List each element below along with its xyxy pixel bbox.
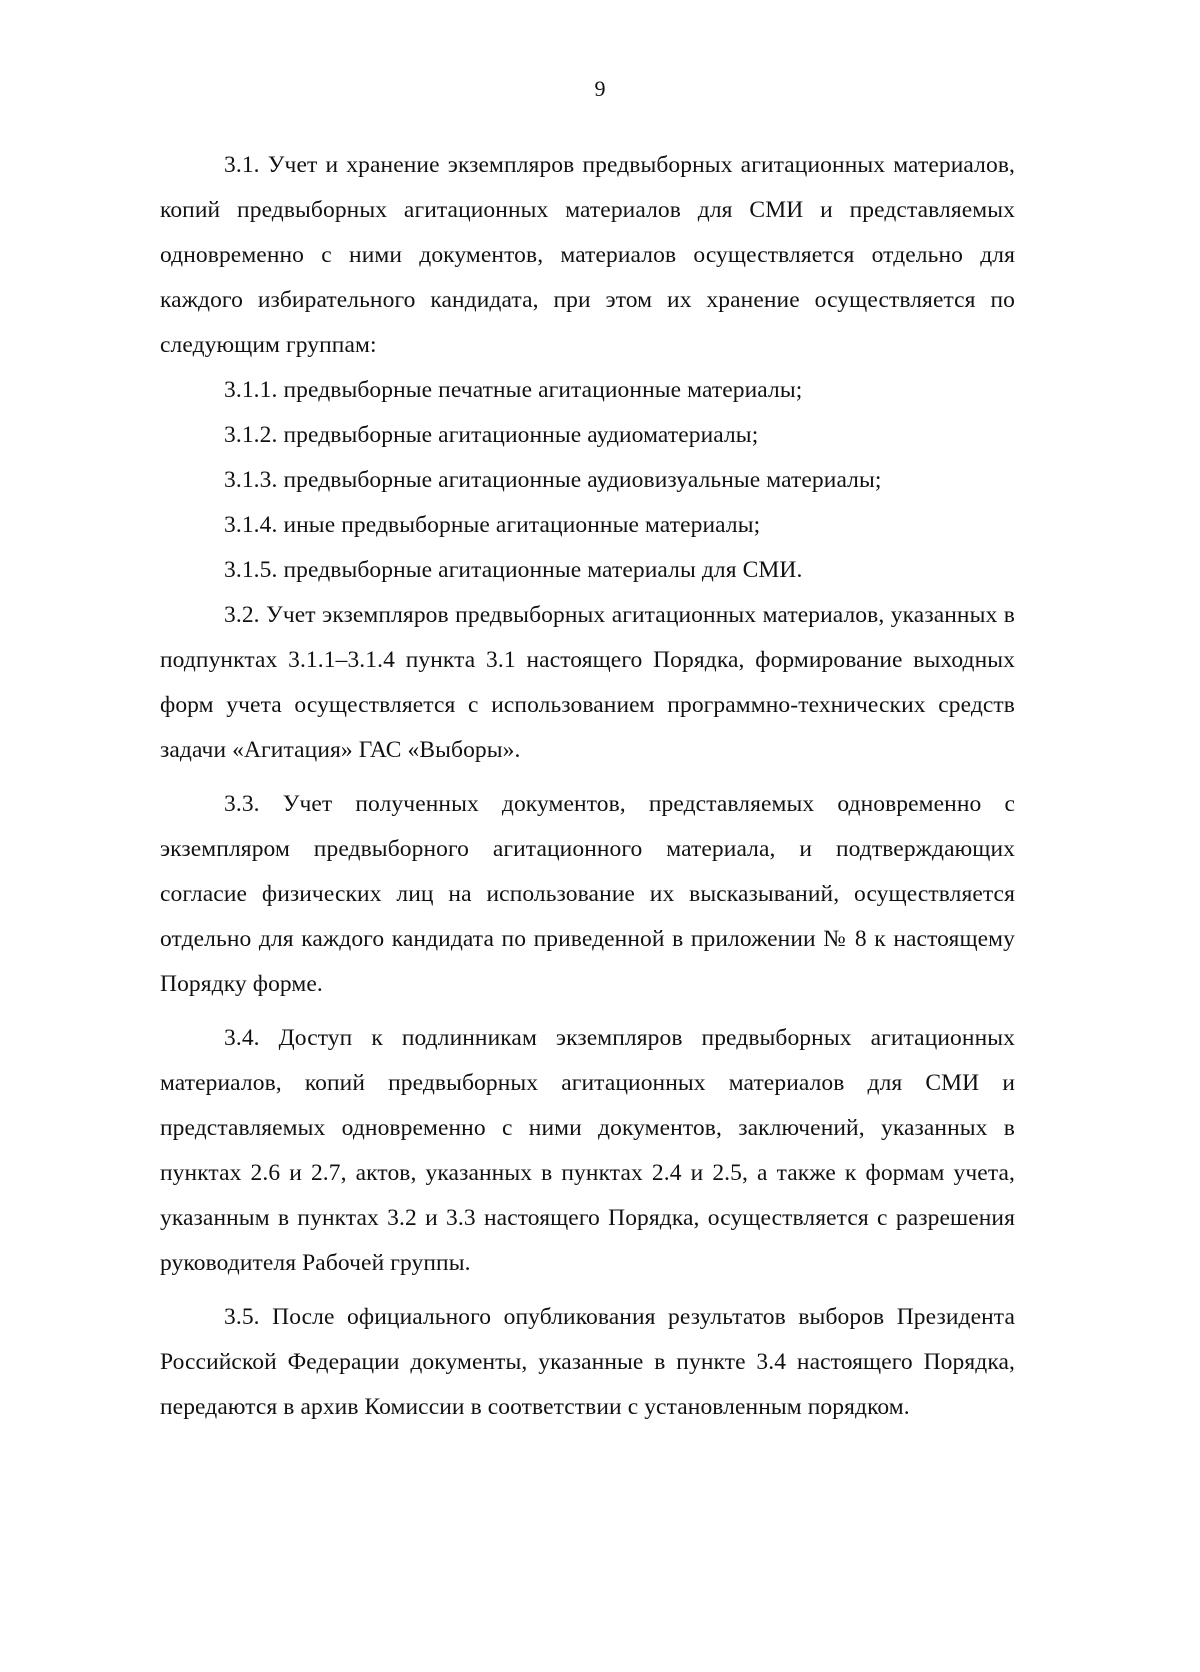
list-item-3-1-1: 3.1.1. предвыборные печатные агитационные материалы; (224, 377, 803, 403)
page-number: 9 (594, 76, 606, 101)
paragraph-3-4: 3.4. Доступ к подлинникам экземпляров предвыборных агитационных материалов, копий предвыборных агитационных материалов для СМИ и представляемых одновременно с ними документов, заключений, указанных в пунктах 2.6 и 2.7, актов, указанных в пунктах 2.4 и 2.5, а также к формам учета, указанным в пунктах 3.2 и 3.3 настоящего Порядка, осуществляется с разрешения руководителя Рабочей группы. (160, 1025, 1015, 1276)
list-item-3-1-2: 3.1.2. предвыборные агитационные аудиоматериалы; (224, 422, 759, 448)
paragraph-3-5: 3.5. После официального опубликования результатов выборов Президента Российской Федерации документы, указанные в пункте 3.4 настоящего Порядка, передаются в архив Комиссии в соответствии с установленным порядком. (160, 1304, 1015, 1420)
document-body (160, 143, 1015, 1430)
paragraph-3-2: 3.2. Учет экземпляров предвыборных агитационных материалов, указанных в подпунктах 3.1.1–3.1.4 пункта 3.1 настоящего Порядка, формирование выходных форм учета осуществляется с использованием программно-технических средств задачи «Агитация» ГАС «Выборы». (160, 602, 1015, 763)
list-item-3-1-5: 3.1.5. предвыборные агитационные материалы для СМИ. (224, 557, 803, 583)
list-item-3-1-3: 3.1.3. предвыборные агитационные аудиовизуальные материалы; (224, 467, 882, 493)
list-item-3-1-4: 3.1.4. иные предвыборные агитационные материалы; (224, 512, 761, 538)
paragraph-3-1: 3.1. Учет и хранение экземпляров предвыборных агитационных материалов, копий предвыборных агитационных материалов для СМИ и представляемых одновременно с ними документов, материалов осуществляется отдельно для каждого избирательного кандидата, при этом их хранение осуществляется по следующим группам: (160, 152, 1015, 358)
paragraph-3-3: 3.3. Учет полученных документов, представляемых одновременно с экземпляром предвыборного агитационного материала, и подтверждающих согласие физических лиц на использование их высказываний, осуществляется отдельно для каждого кандидата по приведенной в приложении № 8 к настоящему Порядку форме. (160, 791, 1015, 997)
